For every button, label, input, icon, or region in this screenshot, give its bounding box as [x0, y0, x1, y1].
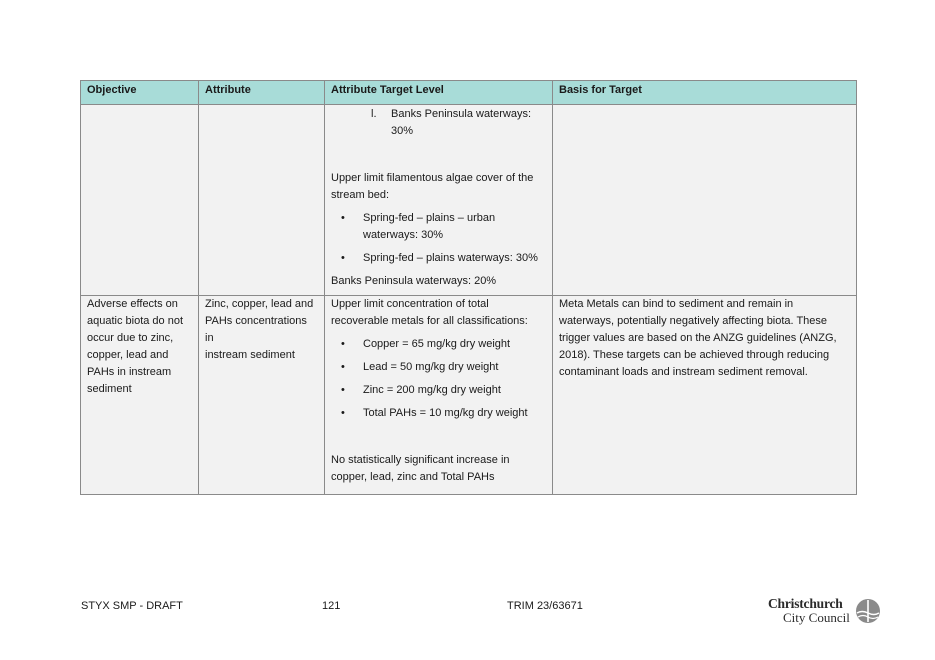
footer-doc-name: STYX SMP - DRAFT	[81, 600, 183, 612]
cell-target-level	[325, 105, 553, 296]
header-attribute: Attribute	[199, 81, 325, 105]
roman-list-item	[331, 106, 546, 140]
text-line: copper, lead and	[87, 349, 169, 361]
list-item: • Zinc = 200 mg/kg dry weight	[331, 382, 546, 399]
text-line: aquatic biota do not	[87, 315, 184, 327]
text-line: stream bed:	[331, 189, 390, 201]
text-line: instream sediment	[205, 349, 295, 361]
algae-text	[331, 170, 546, 204]
text-line: 2018). These targets can be achieved through reducing	[559, 349, 830, 361]
text-line: contaminant loads and instream sediment removal.	[559, 366, 808, 378]
algae-bullet-list	[331, 210, 546, 267]
text-line: Meta Metals can bind to sediment and remain in	[559, 298, 794, 310]
footer-page-number: 121	[322, 600, 341, 612]
cell-objective	[81, 296, 199, 495]
list-item: • Lead = 50 mg/kg dry weight	[331, 359, 546, 376]
text-line: • Spring-fed – plains waterways: 30%	[363, 252, 538, 264]
roman-numeral: l.	[371, 108, 377, 120]
text-line: waterways, potentially negatively affecting biota. These	[559, 315, 828, 327]
header-row	[81, 81, 857, 105]
list-item	[331, 250, 546, 267]
cell-attribute	[199, 105, 325, 296]
logo-line2: City Council	[783, 610, 850, 625]
text-line: PAHs in instream	[87, 366, 172, 378]
cell-basis	[553, 296, 857, 495]
list-item: • Total PAHs = 10 mg/kg dry weight	[331, 405, 546, 422]
metals-bullet-list	[331, 336, 546, 422]
text-line: occur due to zinc,	[87, 332, 174, 344]
text-line: waterways: 30%	[363, 229, 444, 241]
cell-objective	[81, 105, 199, 296]
header-target-level: Attribute Target Level	[325, 81, 553, 105]
logo-line1: Christchurch	[768, 596, 843, 611]
targets-table	[80, 80, 857, 495]
table-row	[81, 105, 857, 296]
header-basis: Basis for Target	[553, 81, 857, 105]
council-logo	[768, 596, 888, 628]
table-row	[81, 296, 857, 495]
cell-basis	[553, 105, 857, 296]
text-line: Adverse effects on	[87, 298, 178, 310]
text-line: trigger values are based on the ANZG guidelines (ANZG,	[559, 332, 837, 344]
cell-attribute	[199, 296, 325, 495]
text-line: Banks Peninsula waterways: 20%	[331, 275, 497, 287]
text-line: copper, lead, zinc and Total PAHs	[331, 471, 495, 483]
list-item	[331, 210, 546, 244]
text-line: recoverable metals for all classifications:	[331, 315, 528, 327]
text-line: Upper limit concentration of total	[331, 298, 489, 310]
list-item: • Copper = 65 mg/kg dry weight	[331, 336, 546, 353]
text-line: PAHs concentrations in	[205, 315, 307, 344]
text-line: Zinc, copper, lead and	[205, 298, 314, 310]
roman-line: 30%	[391, 125, 414, 137]
header-objective: Objective	[81, 81, 199, 105]
council-emblem-icon	[854, 598, 882, 624]
footer-trim: TRIM 23/63671	[507, 600, 583, 612]
text-line: Upper limit filamentous algae cover of the	[331, 172, 534, 184]
text-line: sediment	[87, 383, 132, 395]
roman-line: Banks Peninsula waterways:	[391, 108, 532, 120]
text-line: No statistically significant increase in	[331, 454, 510, 466]
cell-target-level	[325, 296, 553, 495]
text-line: • Spring-fed – plains – urban	[363, 212, 496, 224]
